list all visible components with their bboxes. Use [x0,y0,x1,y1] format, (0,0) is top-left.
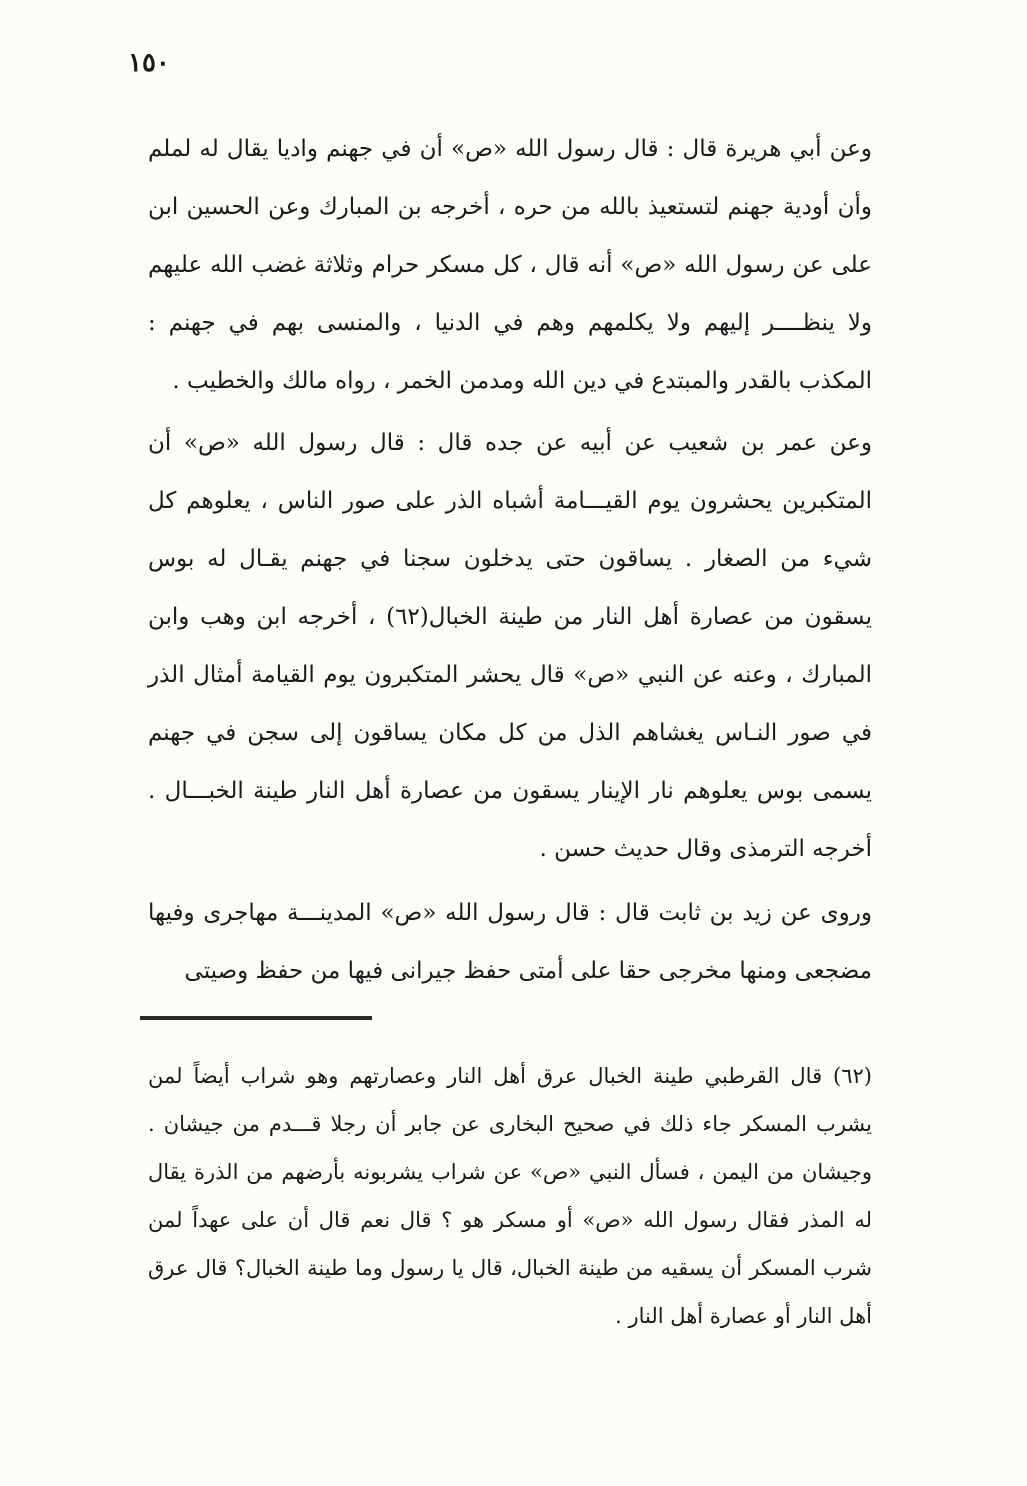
page-number: ١٥٠ [128,48,170,78]
footnote-separator [140,1016,372,1020]
paragraph-3: وروى عن زيد بن ثابت قال : قال رسول الله «ص» المدينـــة مهاجرى وفيها مضجعى ومنها مخرجى حقا على أمتى حفظ جيرانى فيها من حفظ وصيتى [148,900,872,984]
paragraph-2: وعن عمر بن شعيب عن أبيه عن جده قال : قال رسول الله «ص» أن المتكبرين يحشرون يوم القيـــامة أشباه الذر على صور الناس ، يعلوهم كل شيء من الصغار . يساقون حتى يدخلون سجنا في جهنم يقـال له بوس يسقون من عصارة أهل النار من طينة الخبال(٦٢) ، أخرجه ابن وهب وابن المبارك ، وعنه عن النبي «ص» قال يحشر المتكبرون يوم القيامة أمثال الذر في صور النـاس يغشاهم الذل من كل مكان يساقون إلى سجن في جهنم يسمى بوس يعلوهم نار الإينار يسقون من عصارة أهل النار طينة الخبـــال . أخرجه الترمذى وقال حديث حسن . [148,430,873,862]
paragraph-1: وعن أبي هريرة قال : قال رسول الله «ص» أن في جهنم واديا يقال له لملم وأن أودية جهنم لتستعيذ بالله من حره ، أخرجه بن المبارك وعن الحسين ابن على عن رسول الله «ص» أنه قال ، كل مسكر حرام وثلاثة غضب الله عليهم ولا ينظــــر إليهم ولا يكلمهم وهم في الدنيا ، والمنسى بهم في جهنم : المكذب بالقدر والمبتدع في دين الله ومدمن الخمر ، رواه مالك والخطيب . [148,136,872,394]
footnote: (٦٢) قال القرطبي طينة الخبال عرق أهل النار وعصارتهم وهو شراب أيضاً لمن يشرب المسكر جاء ذلك في صحيح البخارى عن جابر أن رجلا قـــدم من جيشان . وجيشان من اليمن ، فسأل النبي «ص» عن شراب يشربونه بأرضهم من الذرة يقال له المذر فقال رسول الله «ص» أو مسكر هو ؟ قال نعم قال أن على عهداً لمن شرب المسكر أن يسقيه من طينة الخبال، قال يا رسول وما طينة الخبال؟ قال عرق أهل النار أو عصارة أهل النار . [148,1064,872,1328]
